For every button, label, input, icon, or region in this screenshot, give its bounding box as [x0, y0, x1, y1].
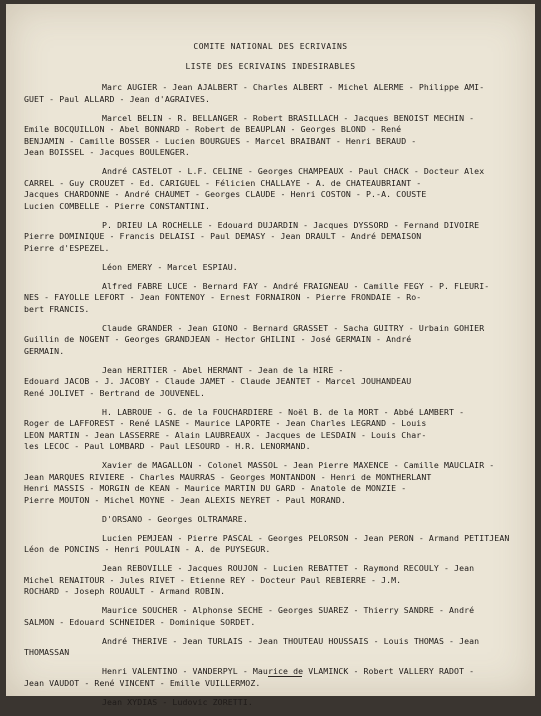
text-line: Léon EMERY - Marcel ESPIAU. [102, 261, 238, 272]
document-body [24, 82, 527, 716]
text-line: Guillin de NOGENT - Georges GRANDJEAN - Hector GHILINI - José GERMAIN - André [24, 334, 412, 344]
text-line: P. DRIEU LA ROCHELLE - Edouard DUJARDIN - Jacques DYSSORD - Fernand DIVOIRE [102, 219, 480, 230]
text-line: Henri MASSIS - MORGIN de KEAN - Maurice MARTIN DU GARD - Anatole de MONZIE - [24, 483, 407, 493]
text-line: GUET - Paul ALLARD - Jean d'AGRAIVES. [24, 93, 211, 104]
document-subheader-text: LISTE DES ECRIVAINS INDESIRABLES [185, 62, 356, 71]
text-line: LEON MARTIN - Jean LASSERRE - Alain LAUBREAUX - Jacques de LESDAIN - Louis Char- [24, 429, 427, 440]
text-line: Jean MARQUES RIVIERE - Charles MAURRAS - Georges MONTANDON - Henri de MONTHERLANT [24, 471, 432, 482]
text-line: Marc AUGIER - Jean AJALBERT - Charles ALBERT - Michel ALERME - Philippe AMI- [102, 82, 485, 92]
bottom-rule [268, 676, 302, 677]
text-line: Alfred FABRE LUCE - Bernard FAY - André FRAIGNEAU - Camille FEGY - P. FLEURI- [102, 280, 490, 291]
text-line: Maurice SOUCHER - Alphonse SECHE - Georges SUAREZ - Thierry SANDRE - André [102, 605, 475, 615]
text-line: les LECOC - Paul LOMBARD - Paul LESOURD - H.R. LENORMAND. [24, 441, 311, 451]
text-line: BENJAMIN - Camille BOSSER - Lucien BOURGUES - Marcel BRAIBANT - Henri BERAUD - [24, 135, 417, 146]
paragraph [24, 605, 527, 628]
text-line: bert FRANCIS. [24, 303, 90, 314]
text-line: SALMON - Edouard SCHNEIDER - Dominique SORDET. [24, 616, 256, 627]
paragraph [24, 82, 527, 105]
text-line: Jean HERITIER - Abel HERMANT - Jean de la HIRE - [102, 364, 344, 375]
text-line: André CASTELOT - L.F. CELINE - Georges CHAMPEAUX - Paul CHACK - Docteur Alex [102, 166, 485, 176]
paragraph [24, 113, 527, 159]
document-page [6, 4, 535, 707]
paragraph [24, 262, 527, 274]
text-line: Henri VALENTINO - VANDERPYL - Maurice de VLAMINCK - Robert VALLERY RADOT - [102, 666, 475, 676]
text-line: Emile BOCQUILLON - Abel BONNARD - Robert de BEAUPLAN - Georges BLOND - René [24, 124, 402, 134]
text-line: Michel RENAITOUR - Jules RIVET - Etienne REY - Docteur Paul REBIERRE - J.M. [24, 574, 402, 585]
paragraph [24, 697, 527, 709]
paragraph [24, 514, 527, 526]
text-line: Jean VAUDOT - René VINCENT - Emille VUILLERMOZ. [24, 677, 261, 688]
paragraph [24, 166, 527, 212]
paragraph [24, 407, 527, 453]
text-line: André THERIVE - Jean TURLAIS - Jean THOUTEAU HOUSSAIS - Louis THOMAS - Jean [102, 635, 480, 646]
paragraph [24, 323, 527, 358]
text-line: Jacques CHARDONNE - André CHAUMET - Georges CLAUDE - Henri COSTON - P.-A. COUSTE [24, 189, 427, 199]
text-line: Pierre d'ESPEZEL. [24, 242, 110, 253]
text-line: Lucien COMBELLE - Pierre CONSTANTINI. [24, 200, 211, 211]
document-header [6, 42, 535, 51]
text-line: Pierre DOMINIQUE - Francis DELAISI - Paul DEMASY - Jean DRAULT - André DEMAISON [24, 231, 422, 241]
text-line: Léon de PONCINS - Henri POULAIN - A. de PUYSEGUR. [24, 544, 271, 554]
text-line: Pierre MOUTON - Michel MOYNE - Jean ALEXIS NEYRET - Paul MORAND. [24, 494, 346, 505]
text-line: Xavier de MAGALLON - Colonel MASSOL - Jean Pierre MAXENCE - Camille MAUCLAIR - [102, 460, 495, 470]
text-line: Roger de LAFFOREST - René LASNE - Maurice LAPORTE - Jean Charles LEGRAND - Louis [24, 418, 427, 428]
text-line: Jean REBOVILLE - Jacques ROUJON - Lucien REBATTET - Raymond RECOULY - Jean [102, 563, 475, 573]
text-line: D'ORSANO - Georges OLTRAMARE. [102, 513, 248, 524]
paragraph [24, 666, 527, 689]
text-line: THOMASSAN [24, 647, 70, 657]
text-line: NES - FAYOLLE LEFORT - Jean FONTENOY - Ernest FORNAIRON - Pierre FRONDAIE - Ro- [24, 292, 422, 302]
paragraph [24, 365, 527, 400]
text-line: H. LABROUE - G. de la FOUCHARDIERE - Noël B. de la MORT - Abbé LAMBERT - [102, 406, 465, 417]
document-subheader [6, 62, 535, 71]
text-line: Jean XYDIAS - Ludovic ZORETTI. [102, 696, 253, 707]
text-line: Edouard JACOB - J. JACOBY - Claude JAMET - Claude JEANTET - Marcel JOUHANDEAU [24, 376, 412, 386]
text-line: Lucien PEMJEAN - Pierre PASCAL - Georges PELORSON - Jean PERON - Armand PETITJEAN [102, 532, 510, 543]
text-line: CARREL - Guy CROUZET - Ed. CARIGUEL - Félicien CHALLAYE - A. de CHATEAUBRIANT - [24, 177, 422, 188]
paragraph [24, 636, 527, 659]
paragraph [24, 220, 527, 255]
document-header-text: COMITE NATIONAL DES ECRIVAINS [193, 42, 348, 51]
text-line: GERMAIN. [24, 345, 65, 356]
paragraph [24, 460, 527, 506]
text-line: Jean BOISSEL - Jacques BOULENGER. [24, 147, 190, 157]
text-line: Claude GRANDER - Jean GIONO - Bernard GRASSET - Sacha GUITRY - Urbain GOHIER [102, 322, 485, 333]
paragraph [24, 563, 527, 598]
text-line: Marcel BELIN - R. BELLANGER - Robert BRASILLACH - Jacques BENOIST MECHIN - [102, 112, 475, 123]
paragraph [24, 533, 527, 556]
paragraph [24, 281, 527, 316]
text-line: René JOLIVET - Bertrand de JOUVENEL. [24, 387, 206, 398]
text-line: ROCHARD - Joseph ROUAULT - Armand ROBIN. [24, 586, 226, 596]
